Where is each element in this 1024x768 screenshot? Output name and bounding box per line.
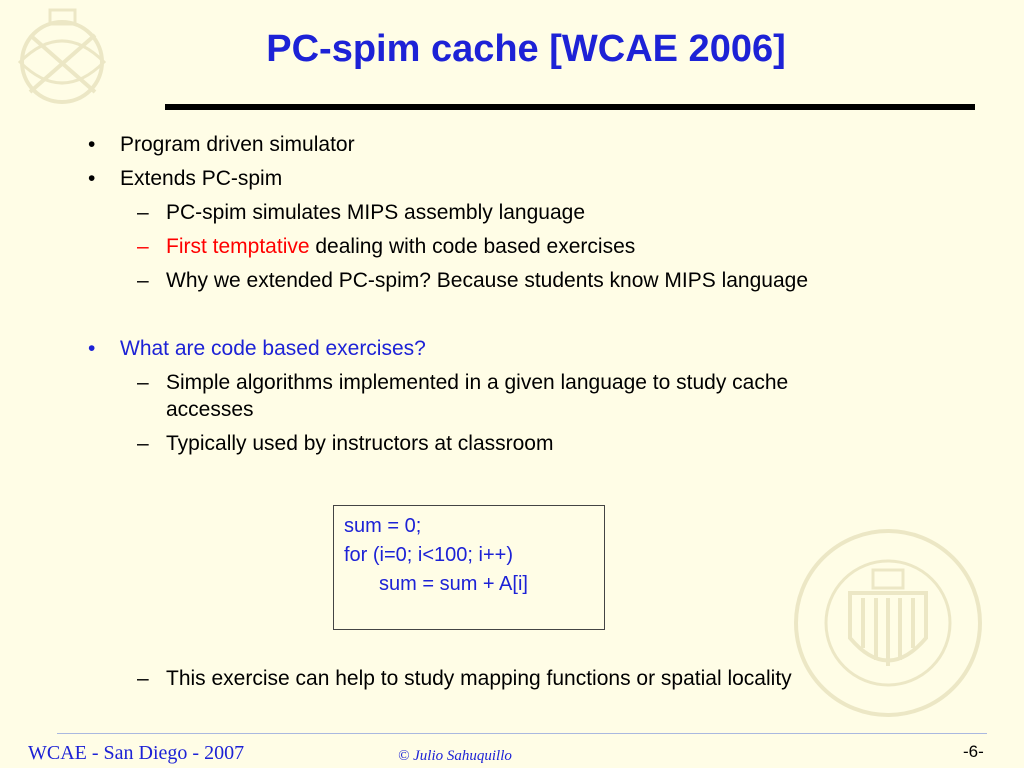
code-example-box (333, 505, 605, 630)
dash-marker: – (137, 235, 149, 258)
bullet-program-driven: Program driven simulator (120, 133, 355, 156)
bullet-marker: • (88, 133, 96, 156)
bullet-marker: • (88, 337, 96, 360)
sub-why-extended: Why we extended PC-spim? Because students know MIPS language (166, 269, 809, 292)
dash-marker: – (137, 667, 149, 690)
code-line: for (i=0; i<100; i++) (344, 544, 513, 566)
sub-first-temptative-rest: dealing with code based exercises (309, 235, 636, 258)
dash-marker: – (137, 432, 149, 455)
bullet-extends-pcspim: Extends PC-spim (120, 167, 283, 190)
sub-instructors: Typically used by instructors at classroom (166, 432, 554, 455)
footer-conference: WCAE - San Diego - 2007 (28, 742, 245, 764)
bullet-marker: • (88, 167, 96, 190)
slide-title: PC-spim cache [WCAE 2006] (266, 28, 786, 70)
footer-divider (57, 733, 987, 734)
dash-marker: – (137, 269, 149, 292)
sub-simple-algorithms: Simple algorithms implemented in a given language to study cache (166, 371, 789, 394)
page-number: -6- (963, 742, 984, 761)
university-seal-icon (788, 518, 988, 738)
highlight-text: First temptative (166, 235, 310, 258)
sub-mapping-functions: This exercise can help to study mapping functions or spatial locality (166, 667, 792, 690)
footer-author: © Julio Sahuquillo (398, 748, 512, 764)
title-divider (165, 104, 975, 110)
sub-first-temptative (166, 235, 635, 259)
sub-simple-algorithms-cont: accesses (166, 398, 254, 421)
code-line: sum = 0; (344, 515, 422, 537)
dash-marker: – (137, 201, 149, 224)
dash-marker: – (137, 371, 149, 394)
bullet-code-based-question: What are code based exercises? (120, 337, 426, 360)
sub-simulates-mips: PC-spim simulates MIPS assembly language (166, 201, 585, 224)
code-line: sum = sum + A[i] (379, 573, 528, 595)
